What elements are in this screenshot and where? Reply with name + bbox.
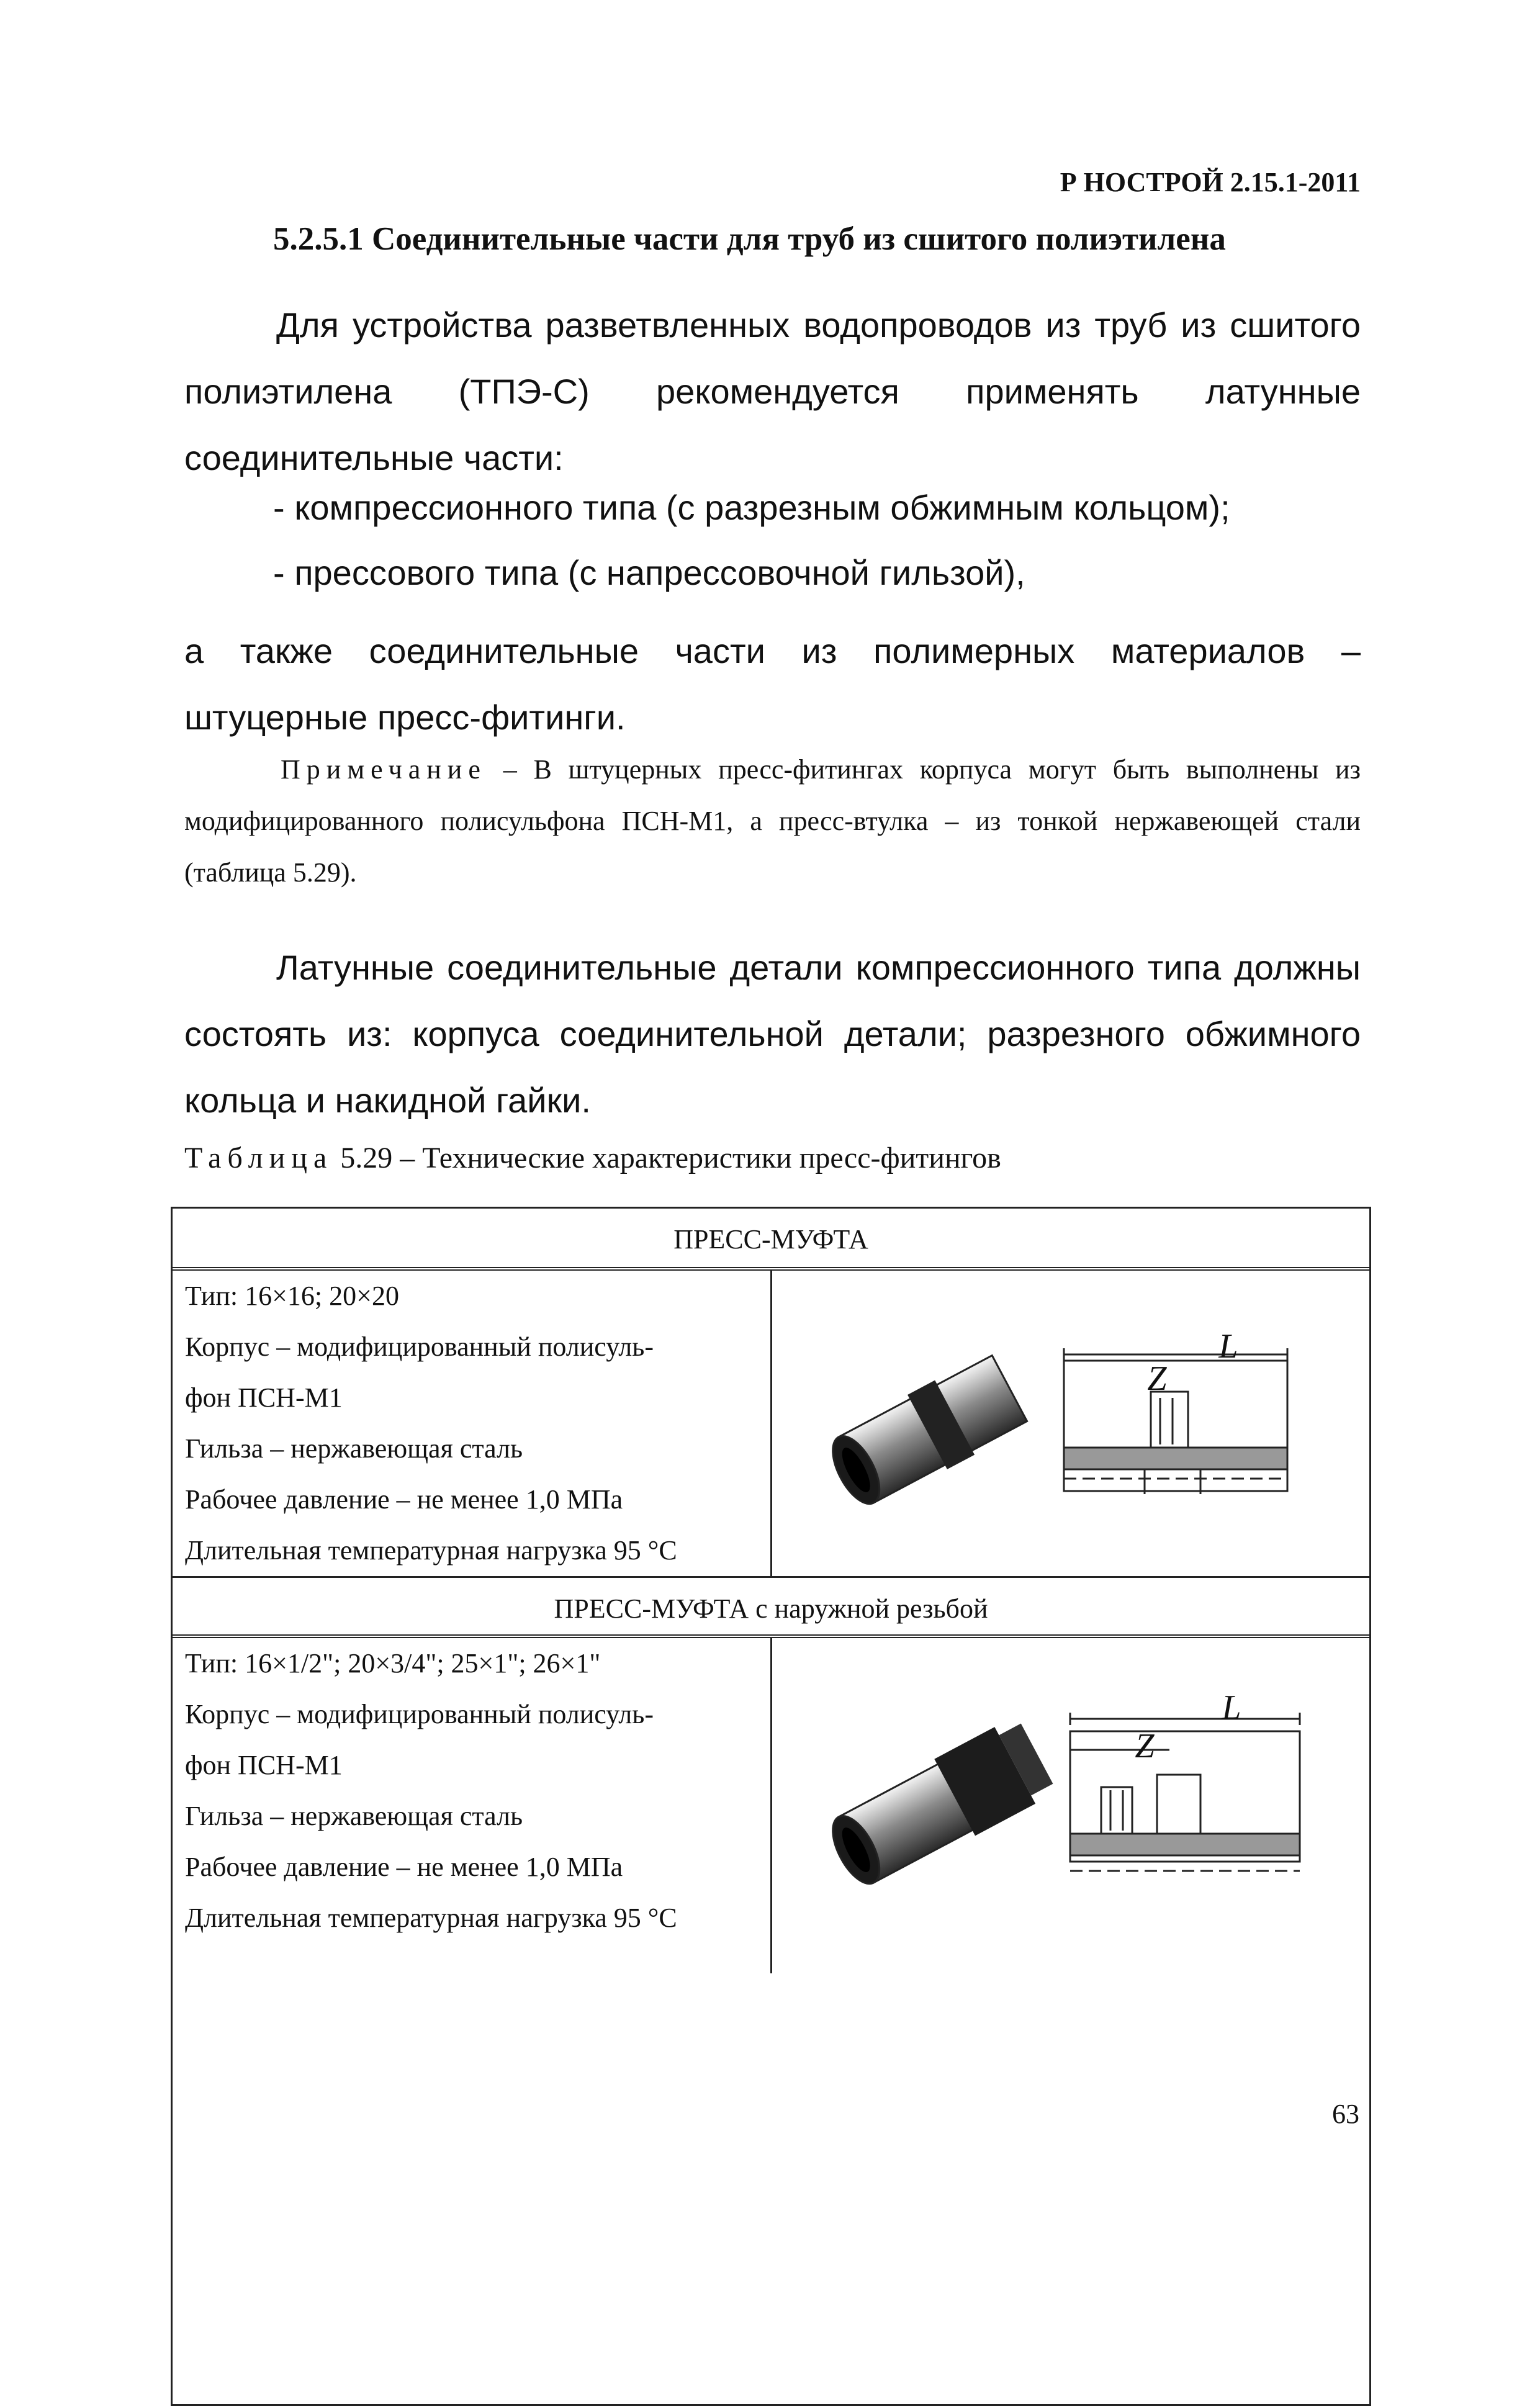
spec-line: Гильза – нержавеющая сталь <box>185 1801 523 1831</box>
spec-line: Гильза – нержавеющая сталь <box>185 1433 523 1464</box>
spec-line: фон ПСН-М1 <box>185 1382 343 1413</box>
drawing-label-depth: Z <box>1147 1359 1167 1398</box>
after-list-paragraph: а также соединительные части из полимерных материалов – штуцерные пресс-фитинги. <box>184 631 1361 737</box>
press-fittings-table <box>171 1207 1371 2406</box>
brass-paragraph: Латунные соединительные детали компрессионного типа должны состоять из: корпуса соединительной детали; разрезного обжимного кольца и накидной гайки. <box>184 948 1361 1120</box>
drawing-label-depth: Z <box>1135 1727 1155 1765</box>
spec-line: фон ПСН-М1 <box>185 1750 343 1780</box>
list-item-press: - прессового типа (с напрессовочной гильзой), <box>273 553 1025 592</box>
standard-code: Р НОСТРОЙ 2.15.1-2011 <box>1060 167 1361 197</box>
threaded-coupling-photo <box>821 1715 1058 1896</box>
press-coupling-illustration <box>772 1271 1368 1576</box>
table-image-cell <box>772 1271 1369 1576</box>
drawing-label-length: L <box>1222 1688 1241 1727</box>
table-spec-cell <box>173 1271 772 1576</box>
spec-line: Тип: 16×1/2"; 20×3/4"; 25×1"; 26×1" <box>185 1648 601 1678</box>
table-section-header: ПРЕСС-МУФТА <box>173 1209 1369 1271</box>
note-label: Примечание <box>281 754 487 785</box>
table-caption-text: 5.29 – Технические характеристики пресс-фитингов <box>333 1142 1001 1174</box>
list-item-compression: - компрессионного типа (с разрезным обжимным кольцом); <box>273 488 1230 527</box>
drawing-label-length: L <box>1218 1327 1238 1366</box>
spec-line: Рабочее давление – не менее 1,0 МПа <box>185 1852 623 1882</box>
spec-line: Тип: 16×16; 20×20 <box>185 1281 399 1311</box>
spec-line: Длительная температурная нагрузка 95 °С <box>185 1903 677 1933</box>
threaded-coupling-illustration <box>772 1638 1368 1973</box>
coupling-photo <box>821 1351 1030 1516</box>
threaded-coupling-drawing <box>1070 1713 1300 1871</box>
table-section-header: ПРЕСС-МУФТА с наружной резьбой <box>173 1576 1369 1638</box>
spec-line: Рабочее давление – не менее 1,0 МПа <box>185 1484 623 1515</box>
spec-line: Корпус – модифицированный полисуль- <box>185 1331 654 1362</box>
spec-line: Корпус – модифицированный полисуль- <box>185 1699 654 1729</box>
page-number: 63 <box>1332 2099 1359 2129</box>
table-spec-cell <box>173 1638 772 1973</box>
note-block <box>184 744 1361 898</box>
note-text: – В штуцерных пресс-фитингах корпуса могут быть выполнены из модифицированного полисульфона ПСН-М1, а пресс-втулка – из тонкой нержавеющей стали (таблица 5.29). <box>184 754 1361 888</box>
spec-line: Длительная температурная нагрузка 95 °С <box>185 1535 677 1566</box>
table-image-cell <box>772 1638 1369 1973</box>
intro-paragraph: Для устройства разветвленных водопроводов из труб из сшитого полиэтилена (ТПЭ-С) рекомендуется применять латунные соединительные части: <box>184 305 1361 477</box>
coupling-drawing <box>1064 1348 1287 1494</box>
table-caption-label: Таблица <box>184 1142 333 1174</box>
section-title: 5.2.5.1 Соединительные части для труб из сшитого полиэтилена <box>273 221 1226 257</box>
table-caption <box>184 1141 1001 1175</box>
